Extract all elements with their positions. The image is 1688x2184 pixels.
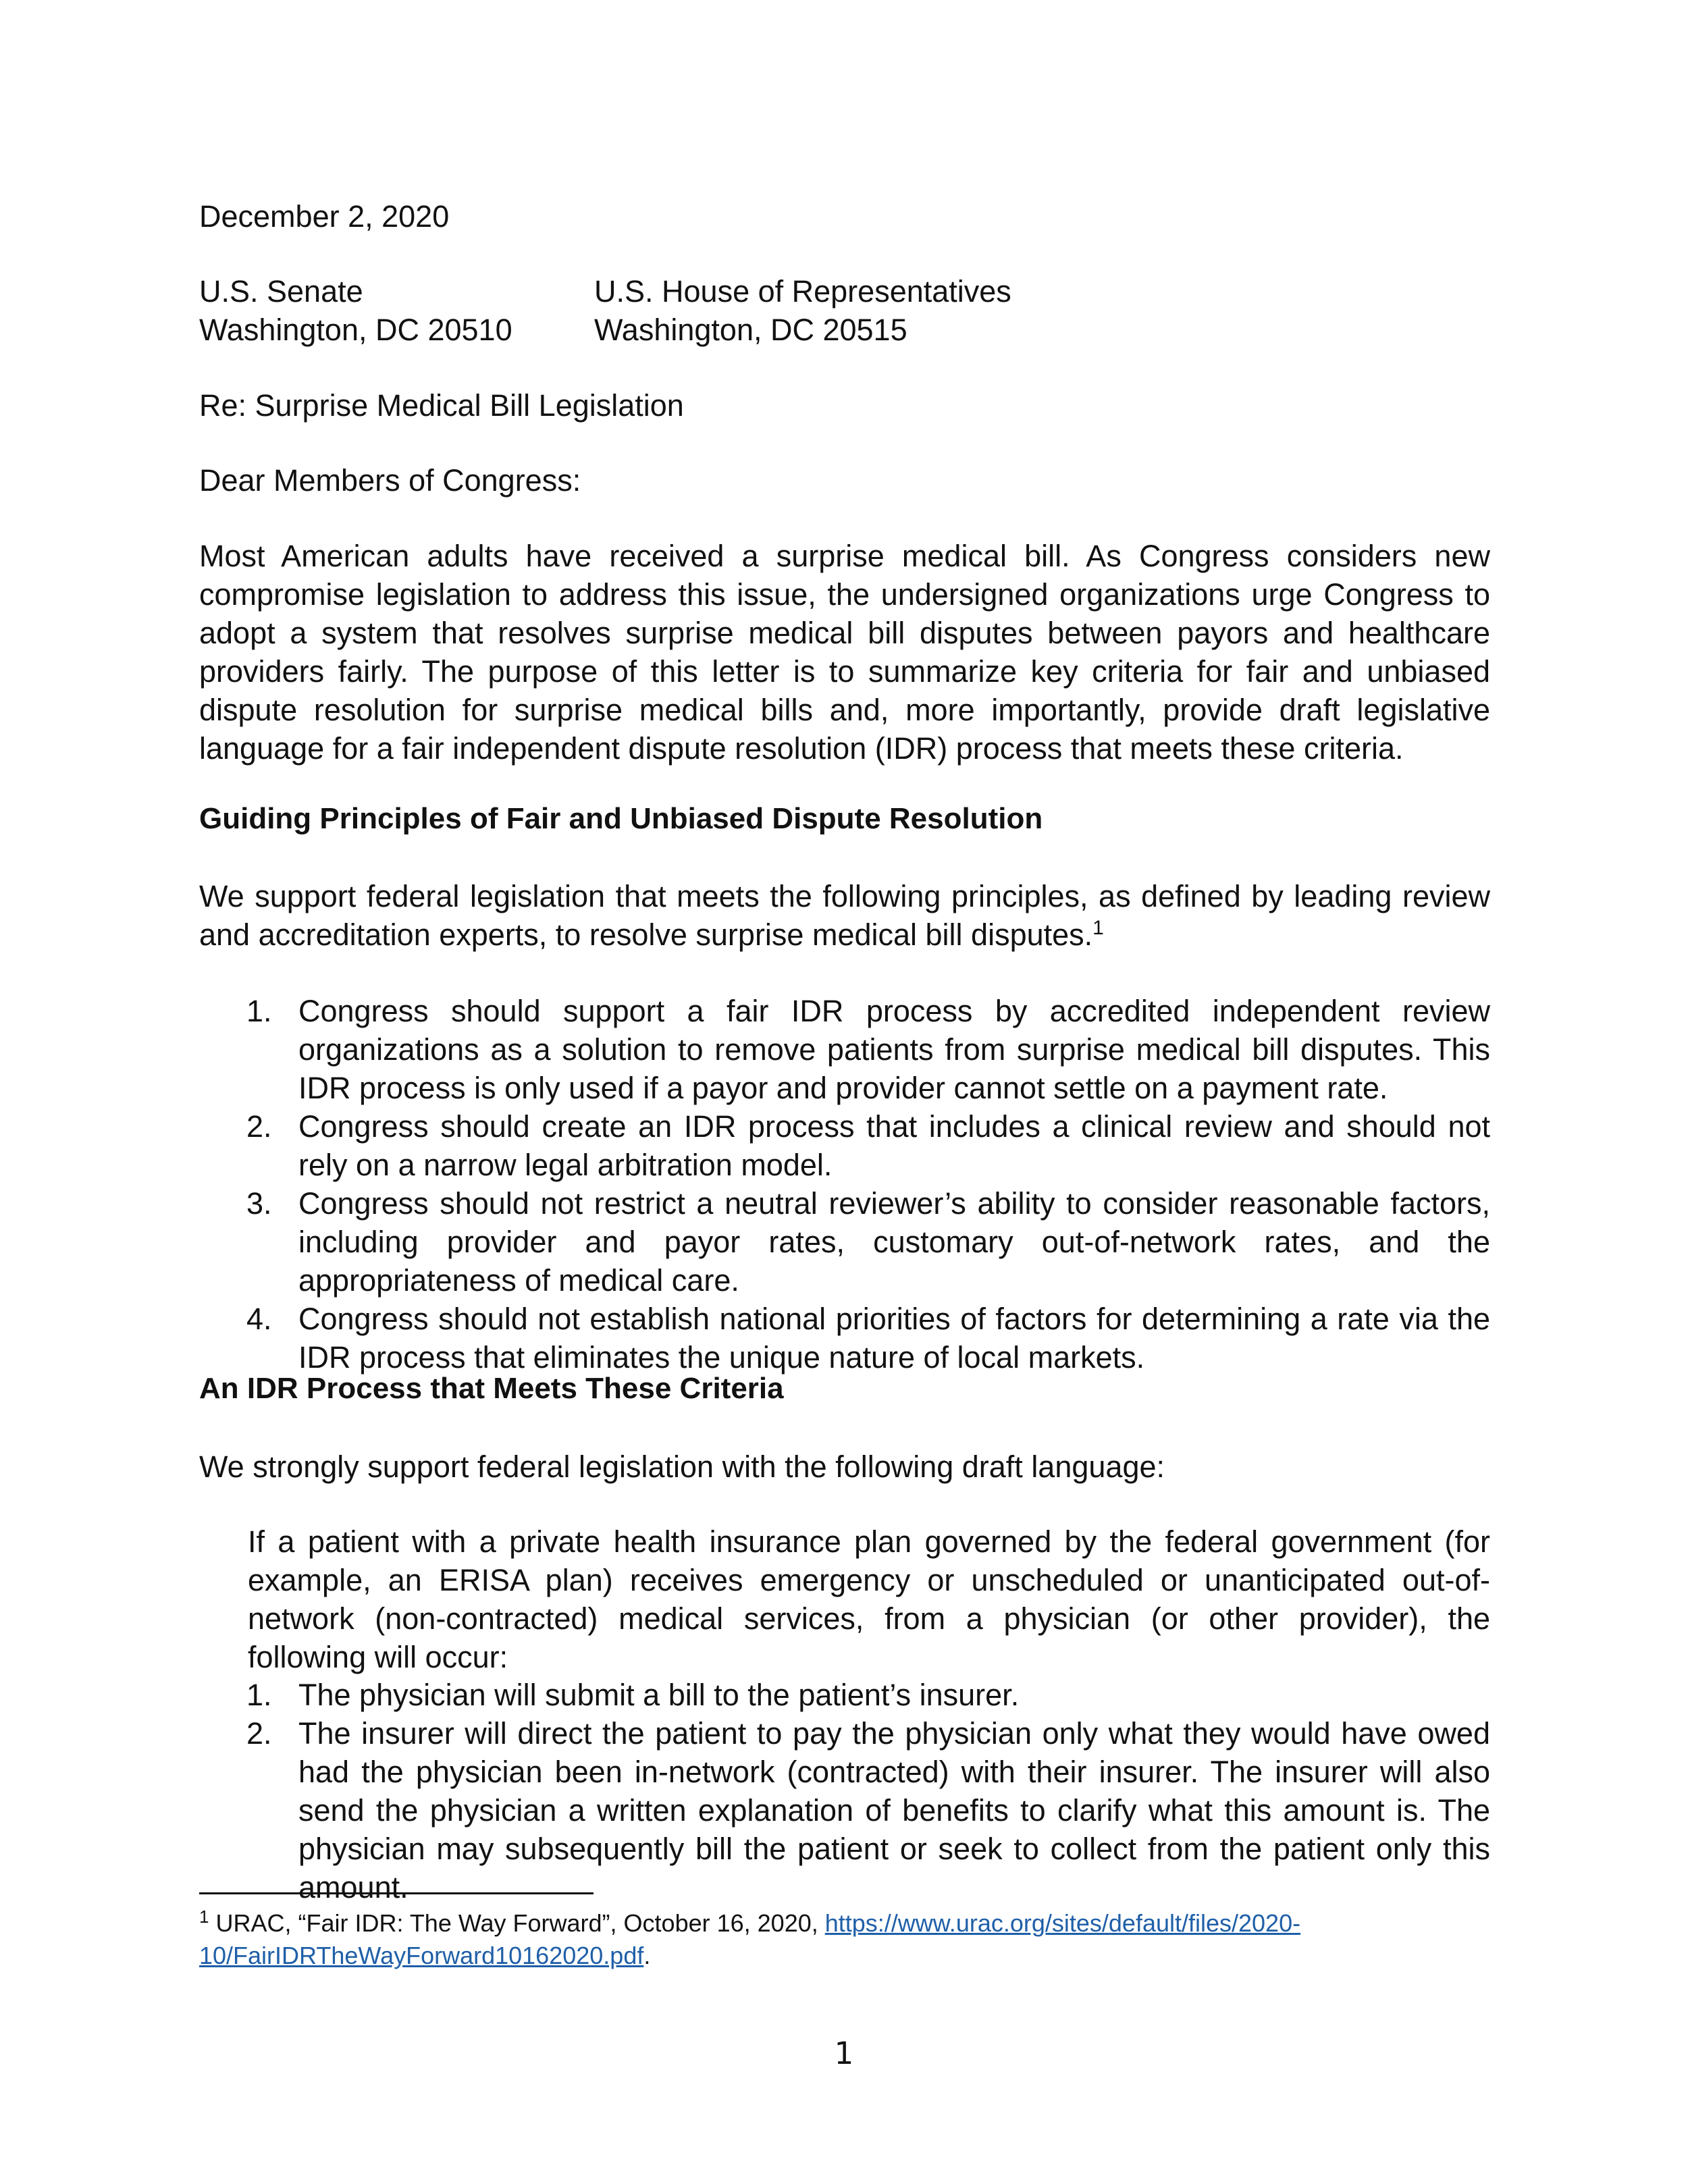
principles-paragraph [199, 877, 1490, 954]
list-item-number: 1. [246, 1678, 272, 1712]
list-item [199, 1676, 1490, 1714]
recipient-senate [199, 272, 512, 349]
list-item [199, 1184, 1490, 1300]
footnote-trailing: . [643, 1942, 651, 1969]
footnote [199, 1907, 1490, 1972]
page-number: 1 [834, 2035, 854, 2071]
list-item-text: Congress should create an IDR process that includes a clinical review and should not rely on a narrow legal arbitration model. [298, 1109, 1490, 1182]
draft-language-list [199, 1676, 1490, 1907]
recipient-house-name: U.S. House of Representatives [594, 274, 1011, 309]
intro-paragraph: Most American adults have received a surprise medical bill. As Congress considers new compromise legislation to address this issue, the undersigned organizations urge Congress to adopt a system that resolves surprise medical bill disputes between payors and healthcare providers fairly. The purpose of this letter is to summarize key criteria for fair and unbiased dispute resolution for surprise medical bills and, more importantly, provide draft legislative language for a fair independent dispute resolution (IDR) process that meets these criteria. [199, 539, 1490, 766]
principles-list [199, 992, 1490, 1377]
footnote-link[interactable]: https://www.urac.org/sites/default/files/2020-10/FairIDRTheWayForward10162020.pdf [199, 1909, 1301, 1969]
section-heading-principles: Guiding Principles of Fair and Unbiased Dispute Resolution [199, 802, 1043, 835]
list-item-text: The insurer will direct the patient to pay the physician only what they would have owed had the physician been in-network (contracted) with their insurer. The insurer will also send the physician a written explanation of benefits to clarify what this amount is. The physician may subsequently bill the patient or seek to collect from the patient only this amount. [298, 1716, 1490, 1905]
list-item [199, 1714, 1490, 1907]
recipient-senate-address: Washington, DC 20510 [199, 313, 512, 347]
salutation: Dear Members of Congress: [199, 463, 581, 498]
principles-paragraph-text: We support federal legislation that meets the following principles, as defined by leading review and accreditation experts, to resolve surprise medical bill disputes. [199, 879, 1490, 952]
footnote-marker: 1 [199, 1907, 209, 1927]
list-item-text: Congress should support a fair IDR process by accredited independent review organizations as a solution to remove patients from surprise medical bill disputes. This IDR process is only used if a payor and provider cannot settle on a payment rate. [298, 994, 1490, 1105]
support-paragraph: We strongly support federal legislation with the following draft language: [199, 1449, 1165, 1484]
list-item-number: 3. [246, 1186, 272, 1221]
footnote-reference[interactable]: 1 [1092, 917, 1104, 939]
list-item-number: 2. [246, 1109, 272, 1144]
recipient-house-address: Washington, DC 20515 [594, 313, 907, 347]
list-item [199, 1107, 1490, 1184]
list-item-number: 1. [246, 994, 272, 1028]
recipient-house [594, 272, 1011, 349]
recipient-senate-name: U.S. Senate [199, 274, 363, 309]
subject-line: Re: Surprise Medical Bill Legislation [199, 388, 684, 423]
list-item-number: 4. [246, 1302, 272, 1336]
list-item-text: Congress should not establish national priorities of factors for determining a rate via the IDR process that eliminates the unique nature of local markets. [298, 1302, 1490, 1375]
footnote-divider [199, 1892, 594, 1894]
section-heading-idr-process: An IDR Process that Meets These Criteria [199, 1372, 784, 1405]
list-item-text: Congress should not restrict a neutral reviewer’s ability to consider reasonable factors, including provider and payor rates, customary out-of-network rates, and the appropriateness of medical care. [298, 1186, 1490, 1298]
draft-language-paragraph: If a patient with a private health insurance plan governed by the federal government (for example, an ERISA plan) receives emergency or unscheduled or unanticipated out-of-network (non-contracted) medical services, from a physician (or other provider), the following will occur: [248, 1524, 1490, 1674]
footnote-text: URAC, “Fair IDR: The Way Forward”, October 16, 2020, [209, 1909, 825, 1937]
letter-date: December 2, 2020 [199, 199, 450, 234]
list-item-text: The physician will submit a bill to the patient’s insurer. [298, 1678, 1020, 1712]
list-item [199, 992, 1490, 1107]
list-item [199, 1300, 1490, 1377]
list-item-number: 2. [246, 1716, 272, 1751]
